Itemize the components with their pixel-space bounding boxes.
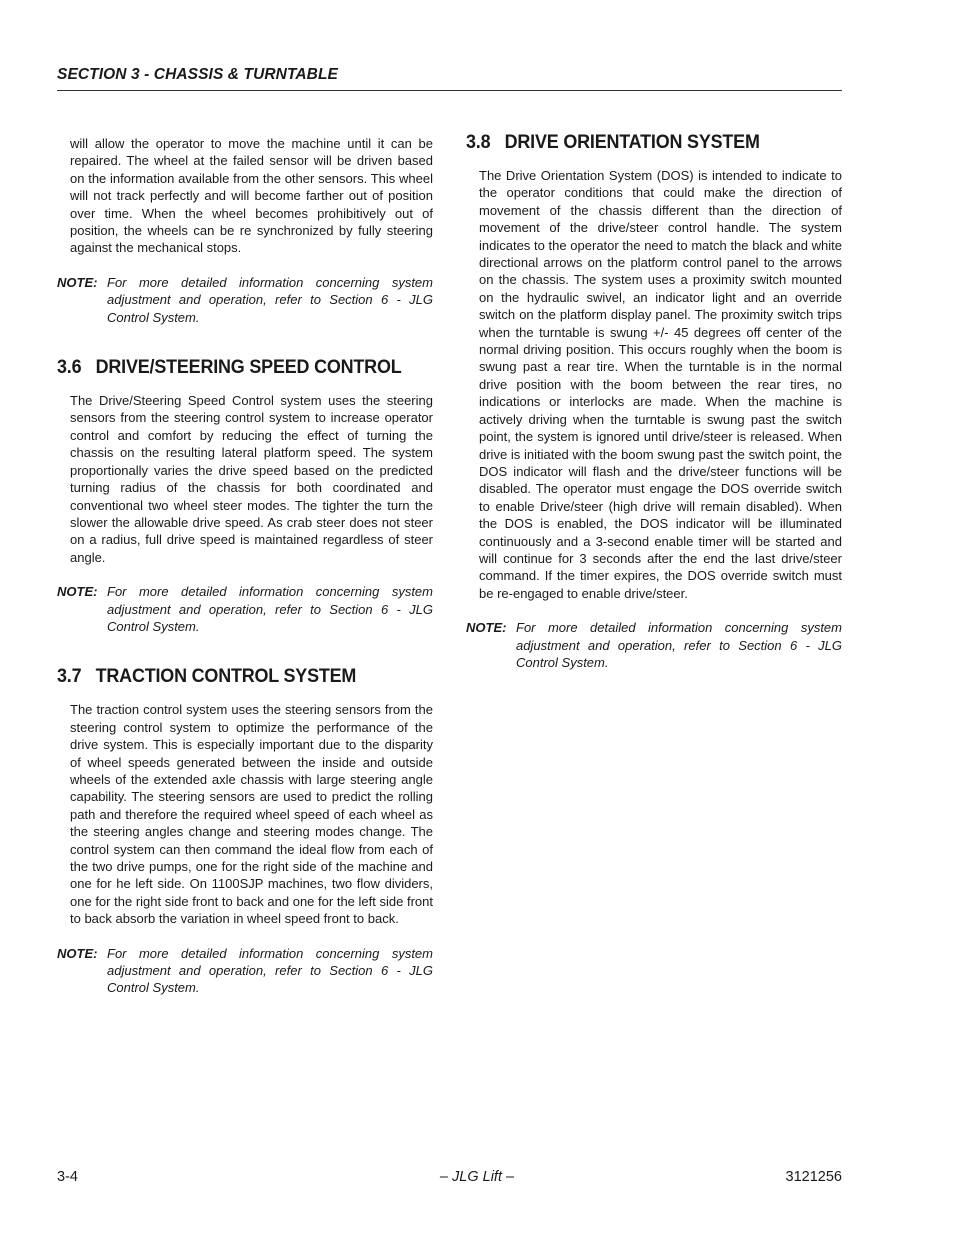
note-label: NOTE: xyxy=(466,620,507,636)
page-number: 3-4 xyxy=(57,1169,78,1185)
section-3-6-heading xyxy=(57,356,403,379)
section-3-6-paragraph: The Drive/Steering Speed Control system uses the steering sensors from the steering control system to increase operator control and comfort by reducing the effect of turning the chassis on the resulting lateral platform speed. The system proportionally varies the drive speed based on the predicted turning radius of the chassis for both coordinated and conventional two wheel steer modes. The tighter the turn the slower the allowable drive speed. As crab steer does not steer on a radius, full drive speed is maintained regardless of steer angle. xyxy=(70,393,433,565)
note-text: For more detailed information concerning system adjustment and operation, refer to Section 6 - JLG Control System. xyxy=(107,945,433,996)
section-3-7-paragraph: The traction control system uses the steering sensors from the steering control system to optimize the performance of the drive system. This is especially important due to the disparity of wheel speeds generated between the inside and outside wheels of the extended axle chassis with large steering angle capability. The steering sensors are used to predict the rolling path and therefore the required wheel speed of each wheel as the steering angles change and steering modes change. The control system can then command the ideal flow from each of the two drive pumps, one for the right side of the machine and one for he left side. On 1100SJP machines, two flow dividers, one for the right side front to back and one for the left side front to back absorb the variation in wheel speed front to back. xyxy=(70,702,433,927)
section-title: TRACTION CONTROL SYSTEM xyxy=(95,665,357,688)
intro-paragraph: will allow the operator to move the machine until it can be repaired. The wheel at the failed sensor will be driven based on the information available from the other sensors. This wheel will not track perfectly and will become farther out of position over time. When the wheel becomes prohibitively out of position, the wheels can be re synchronized by fully steering against the mechanical stops. xyxy=(70,136,433,256)
note-text: For more detailed information concerning system adjustment and operation, refer to Section 6 - JLG Control System. xyxy=(107,274,433,325)
intro-note xyxy=(57,274,433,326)
section-title: DRIVE ORIENTATION SYSTEM xyxy=(504,131,760,153)
section-3-8-paragraph: The Drive Orientation System (DOS) is intended to indicate to the operator conditions that could make the direction of movement of the chassis different than the direction of movement of the drive/steer control handle. The system indicates to the operator the need to match the black and white directional arrows on the platform control panel to the arrows on the chassis. The system uses a proximity switch mounted on the hydraulic swivel, an indicator light and an override switch on the platform display panel. The proximity switch trips when the turntable is swung +/- 45 degrees off center of the normal driving position. This occurs roughly when the boom is swung past a rear tire. When the turntable is in the normal drive position with the boom between the rear tires, no indications or interlocks are made. When the machine is actively driving when the turntable is swung past the switch point, the system is ignored until drive/steer is released. When drive is initiated with the boom swung past the switch point, the DOS indicator will flash and the drive/steer functions will be disabled. The operator must engage the DOS override switch to enable Drive/steer (high drive will remain disabled). When the DOS is enabled, the DOS indicator will be illuminated continuously and a 3-second enable timer will be started and will continue for 3 seconds after the end the last drive/steer command. If the timer expires, the DOS override switch must be re-engaged to enable drive/steer. xyxy=(479,168,842,601)
section-title: DRIVE/STEERING SPEED CONTROL xyxy=(95,356,402,379)
note-label: NOTE: xyxy=(57,584,98,600)
section-header: SECTION 3 - CHASSIS & TURNTABLE xyxy=(57,66,338,83)
header-divider xyxy=(57,90,842,91)
note-text: For more detailed information concerning system adjustment and operation, refer to Section 6 - JLG Control System. xyxy=(516,620,842,670)
document-number: 3121256 xyxy=(785,1169,842,1185)
section-3-6-note xyxy=(57,583,433,635)
footer-brand: – JLG Lift – xyxy=(439,1169,515,1185)
left-column xyxy=(57,135,433,997)
note-label: NOTE: xyxy=(57,274,98,290)
right-column xyxy=(466,131,842,671)
section-3-8-note xyxy=(466,619,842,671)
section-3-8-heading xyxy=(466,131,812,154)
section-3-7-heading xyxy=(57,665,403,688)
section-number: 3.8 xyxy=(466,131,491,153)
note-label: NOTE: xyxy=(57,945,98,961)
section-3-7-note xyxy=(57,945,433,997)
note-text: For more detailed information concerning system adjustment and operation, refer to Section 6 - JLG Control System. xyxy=(107,584,433,634)
section-number: 3.6 xyxy=(57,356,82,379)
section-number: 3.7 xyxy=(57,665,82,688)
